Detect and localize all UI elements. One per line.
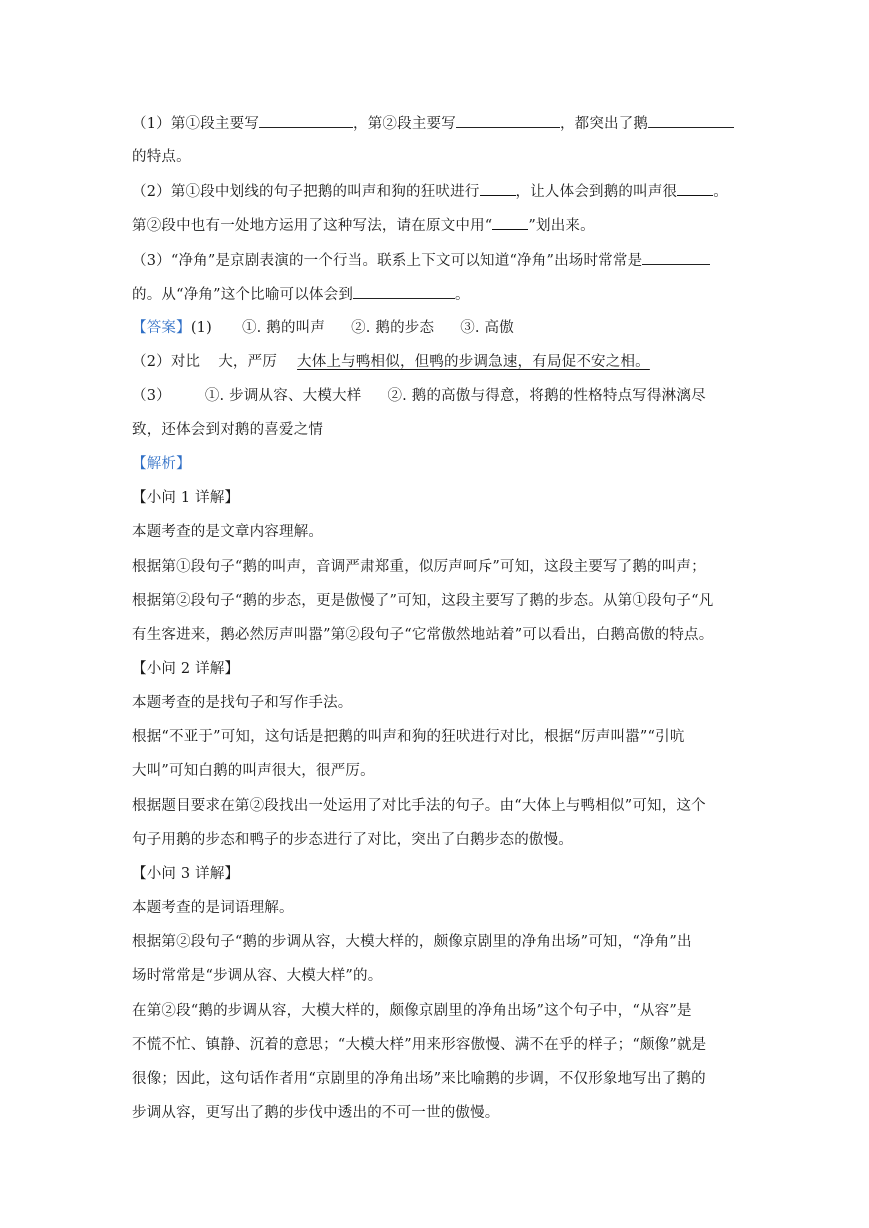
q3-text-2: 的。从“净角”这个比喻可以体会到 [132, 287, 354, 303]
section-3-p3-l2: 不慌不忙、镇静、沉着的意思；“大模大样”用来形容傲慢、满不在乎的样子；“颇像”就是 [132, 1037, 707, 1053]
answer-4: 致，还体会到对鹅的喜爱之情 [132, 422, 324, 438]
section-3-p2-l1: 根据第②段句子“鹅的步调从容，大模大样的，颇像京剧里的净角出场”可知，“净角”出 [132, 934, 692, 950]
section-3-title: 【小问 3 详解】 [132, 866, 240, 882]
q1-blank-2[interactable] [456, 113, 560, 128]
section-2-p2-l1: 根据“不亚于”可知，这句话是把鹅的叫声和狗的狂吠进行对比，根据“厉声叫嚣”“引吭 [132, 729, 685, 745]
section-3-p3-l4: 步调从容，更写出了鹅的步伐中透出的不可一世的傲慢。 [132, 1105, 500, 1121]
q2-blank-1[interactable] [480, 181, 516, 196]
section-2-title: 【小问 2 详解】 [132, 661, 240, 677]
section-2-p1: 本题考查的是找句子和写作手法。 [132, 695, 353, 711]
q2-text-1: （2）第①段中划线的句子把鹅的叫声和狗的狂吠进行 [132, 184, 480, 200]
q2-text-3: 。 [713, 184, 728, 200]
section-3-p3-l3: 很像；因此，这句话作者用“京剧里的净角出场”来比喻鹅的步调，不仅形象地写出了鹅的 [132, 1071, 706, 1087]
q3-blank-1[interactable] [642, 250, 710, 265]
q2-text-4: 第②段中也有一处地方运用了这种写法，请在原文中用“ [132, 218, 493, 234]
question-3-line-1 [132, 250, 740, 271]
q1-text-1: （1）第①段主要写 [132, 116, 260, 132]
section-1-title: 【小问 1 详解】 [132, 490, 240, 506]
section-2-p3-l1: 根据题目要求在第②段找出一处运用了对比手法的句子。由“大体上与鸭相似”可知，这个 [132, 798, 706, 814]
section-1-p2-l2: 根据第②段句子“鹅的步态，更是傲慢了”可知，这段主要写了鹅的步态。从第①段句子“凡 [132, 593, 714, 609]
q3-text-1: （3）“净角”是京剧表演的一个行当。联系上下文可以知道“净角”出场时常常是 [132, 253, 643, 269]
q1-text-3: ，都突出了鹅 [559, 116, 649, 132]
q2-blank-2[interactable] [677, 181, 713, 196]
answer-3-a: ①. 步调从容、大模大样 [204, 388, 362, 404]
question-1-line-1 [132, 113, 740, 134]
answer-3-b: ②. 鹅的高傲与得意，将鹅的性格特点写得淋漓尽 [387, 388, 706, 404]
q3-text-3: 。 [455, 287, 470, 303]
answer-2-prefix: （2）对比 [132, 354, 201, 370]
answer-label: 【答案】 [132, 320, 191, 336]
q1-blank-1[interactable] [259, 113, 353, 128]
question-2-line-2 [132, 215, 740, 236]
question-1-line-2 [132, 147, 740, 167]
question-2-line-1 [132, 181, 740, 202]
question-3-line-2 [132, 284, 740, 305]
answer-line-1 [132, 318, 740, 338]
section-3-p1: 本题考查的是词语理解。 [132, 900, 294, 916]
section-2-p2-l2: 大叫”可知白鹅的叫声很大，很严厉。 [132, 763, 375, 779]
answer-2-a: 大，严厉 [218, 354, 278, 370]
section-1-p1: 本题考查的是文章内容理解。 [132, 524, 324, 540]
answer-1-b: ②. 鹅的步态 [351, 320, 435, 336]
answer-line-4 [132, 420, 740, 440]
answer-line-3 [132, 386, 740, 406]
answer-1-a: ①. 鹅的叫声 [241, 320, 326, 336]
q3-blank-2[interactable] [353, 284, 455, 299]
q2-mark-sample [492, 215, 528, 230]
q2-text-5: ”划出来。 [528, 218, 595, 234]
section-1-p2-l1: 根据第①段句子“鹅的叫声，音调严肃郑重，似厉声呵斥”可知，这段主要写了鹅的叫声； [132, 559, 706, 575]
section-1-p2-l3: 有生客进来，鹅必然厉声叫嚣”第②段句子“它常傲然地站着”可以看出，白鹅高傲的特点。 [132, 627, 714, 643]
q1-text-4: 的特点。 [132, 149, 191, 165]
q1-blank-3[interactable] [648, 113, 734, 128]
section-3-p2-l2: 场时常常是“步调从容、大模大样”的。 [132, 968, 383, 984]
section-2-p3-l2: 句子用鹅的步态和鸭子的步态进行了对比，突出了白鹅步态的傲慢。 [132, 832, 573, 848]
analysis-label: 【解析】 [132, 456, 191, 472]
section-3-p3-l1: 在第②段“鹅的步调从容，大模大样的，颇像京剧里的净角出场”这个句子中，“从容”是 [132, 1003, 692, 1019]
answer-2-b-underlined-sentence: 大体上与鸭相似，但鸭的步调急速，有局促不安之相。 [297, 354, 650, 370]
answer-line-2 [132, 352, 740, 372]
q2-text-2: ，让人体会到鹅的叫声很 [515, 184, 678, 200]
answer-1-prefix: (1) [190, 320, 212, 336]
q1-text-2: ，第②段主要写 [353, 116, 456, 132]
answer-3-prefix: （3） [132, 388, 171, 404]
answer-1-c: ③. 高傲 [460, 320, 514, 336]
